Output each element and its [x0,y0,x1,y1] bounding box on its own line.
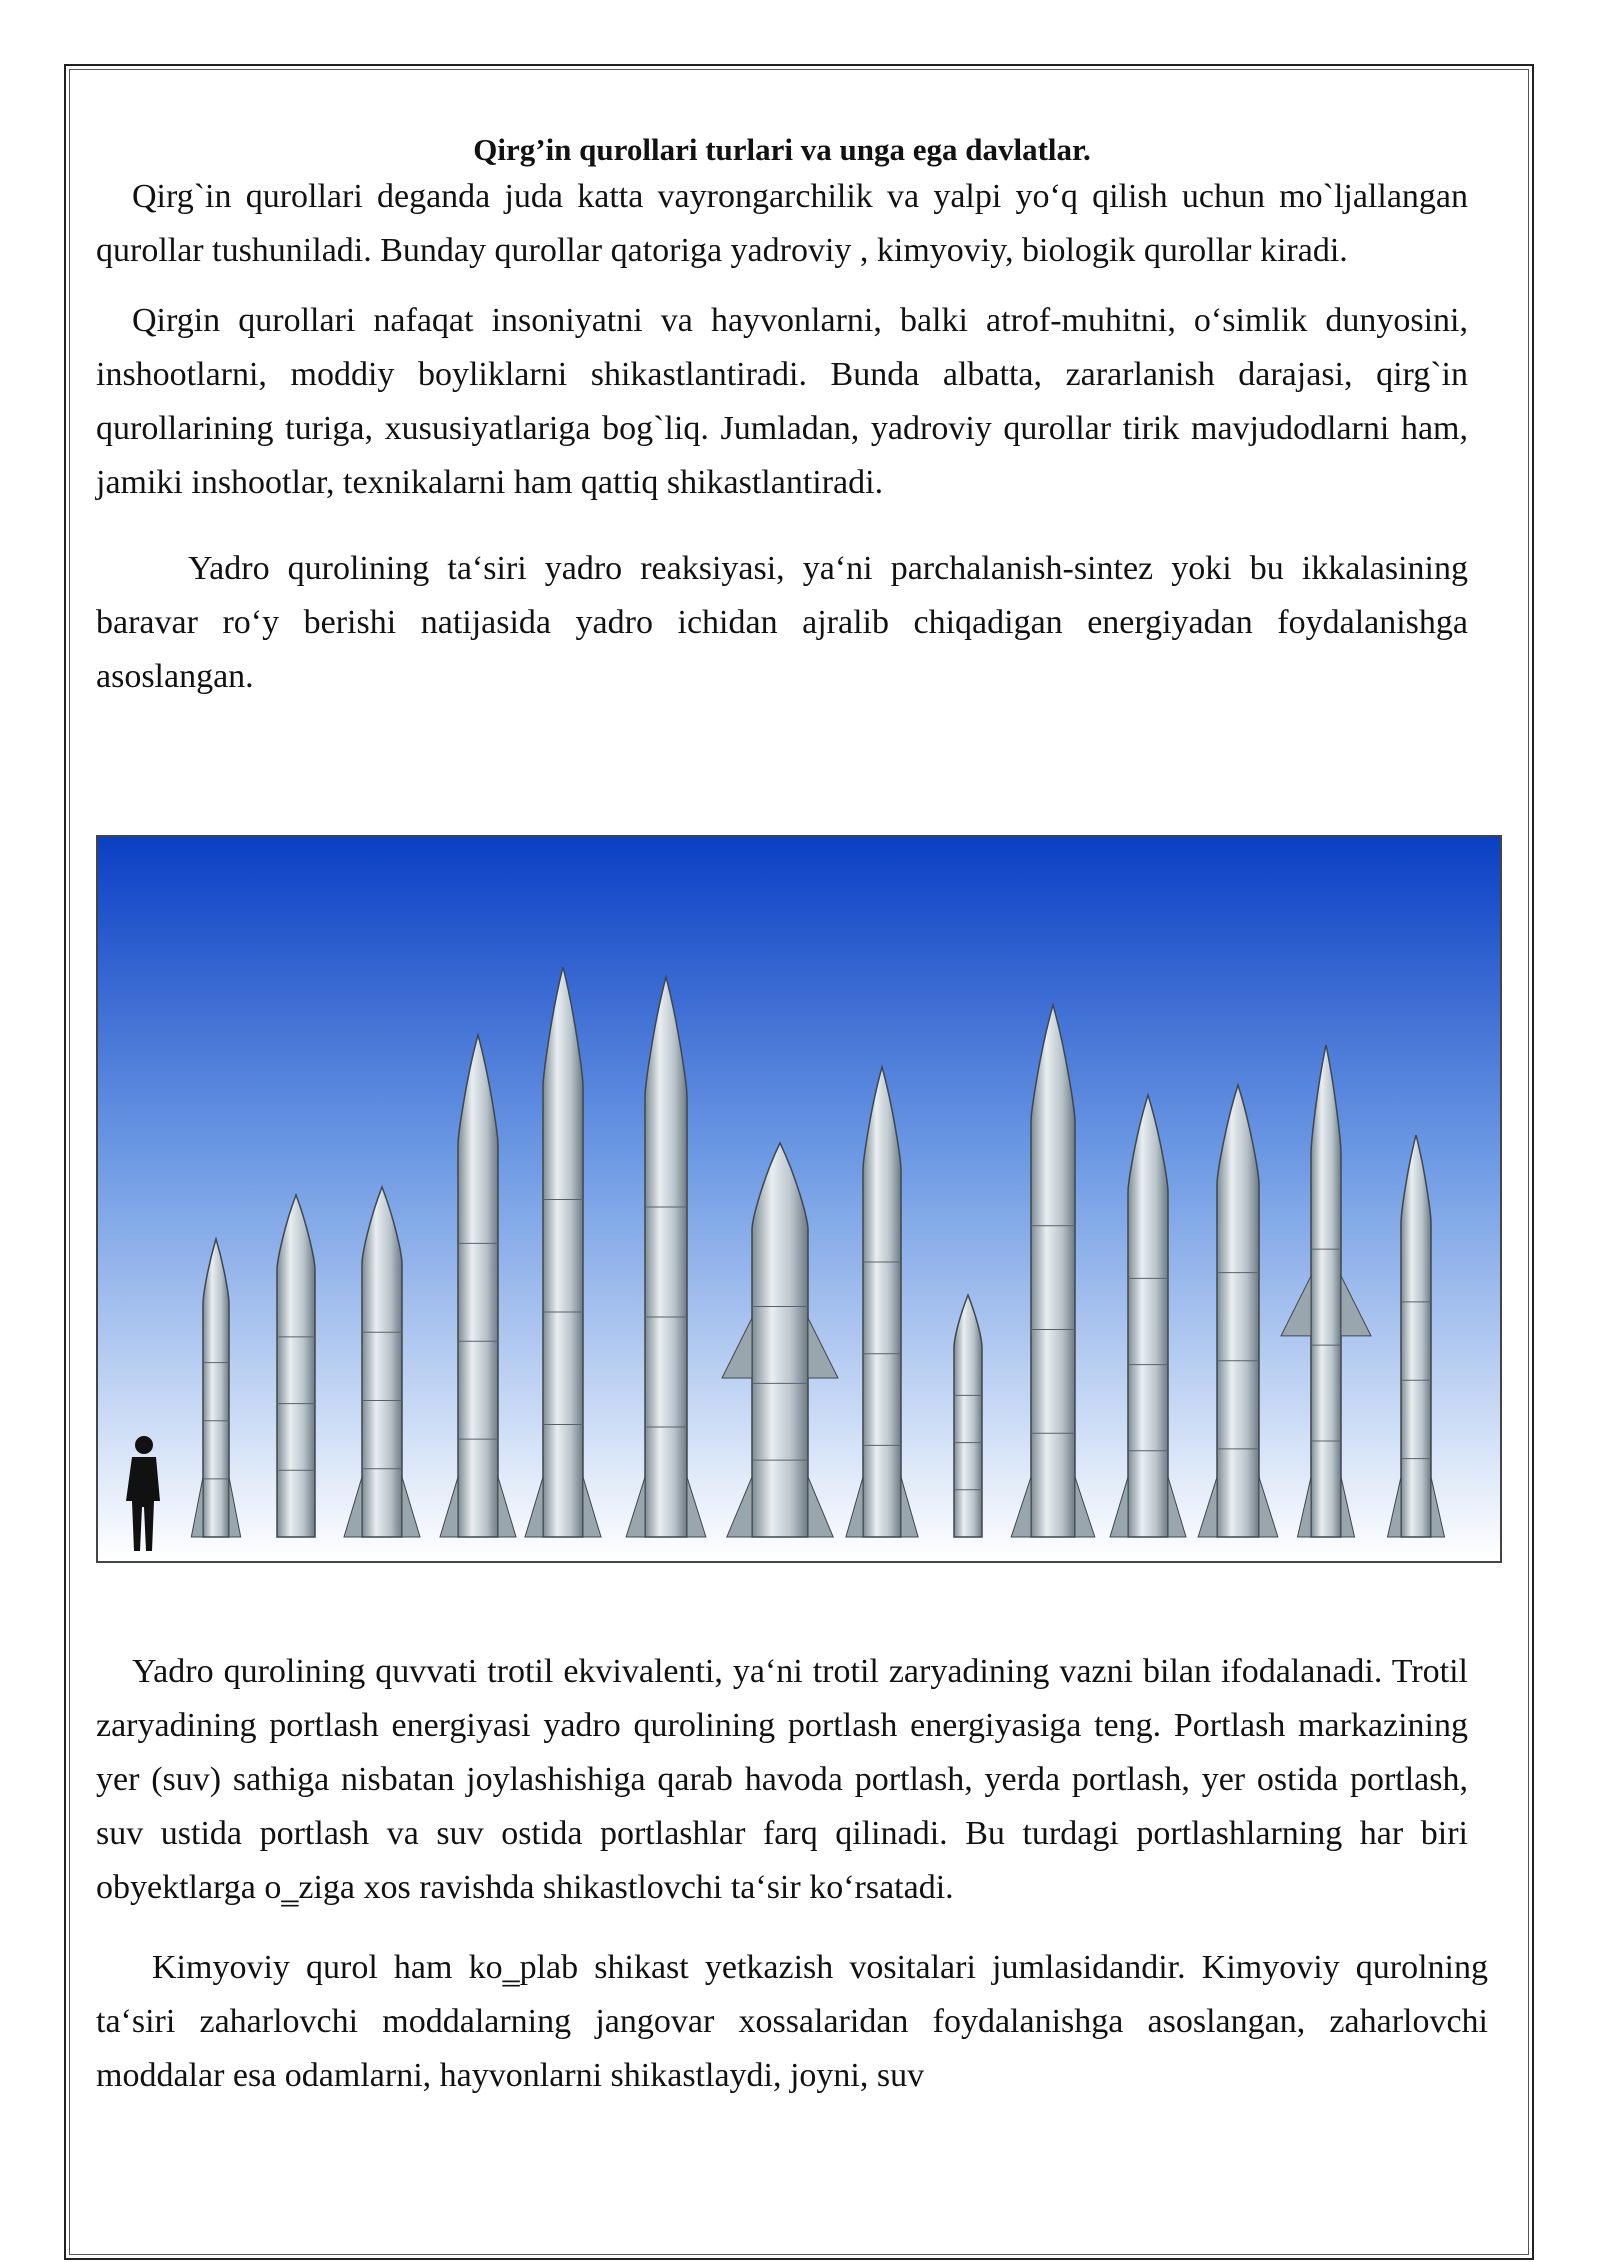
missile-icon [954,1295,982,1537]
paragraph-3: Yadro qurolining ta‘siri yadro reaksiyasi, ya‘ni parchalanish-sintez yoki bu ikkalasining baravar ro‘y berishi natijasida yadro ichidan ajralib chiqadigan energiyadan foydalanishga asoslangan. [96,550,1468,695]
paragraph-2: Qirgin qurollari nafaqat insoniyatni va hayvonlarni, balki atrof-muhitni, o‘simlik dunyosini, inshootlarni, moddiy boyliklarni shikastlantiradi. Bunda albatta, zararlanish darajasi, qirg`in qurollarining turiga, xususiyatlariga bog`liq. Jumladan, yadroviy qurollar tirik mavjudodlarni ham, jamiki inshootlar, texnikalarni ham qattiq shikastlantiradi. [96,302,1468,501]
paragraph-4: Yadro qurolining quvvati trotil ekvivalenti, ya‘ni trotil zaryadining vazni bilan ifodalanadi. Trotil zaryadining portlash energiyasi yadro qurolining portlash energiyasiga teng. Portlash markazining yer (suv) sathiga nisbatan joylashishiga qarab havoda portlash, yerda portlash, yer ostida portlash, suv ustida portlash va suv ostida portlashlar farq qilinadi. Bu turdagi portlashlarning har biri obyektlarga o‗ziga xos ravishda shikastlovchi ta‘sir ko‘rsatadi. [96,1653,1468,1906]
missiles-illustration [96,835,1502,1563]
missile-icon [277,1195,315,1537]
paragraph-1: Qirg`in qurollari deganda juda katta vayrongarchilik va yalpi yo‘q qilish uchun mo`ljallangan qurollar tushuniladi. Bunday qurollar qatoriga yadroviy , kimyoviy, biologik qurollar kiradi. [96,178,1468,269]
document-title: Qirg’in qurollari turlari va unga ega davlatlar. [473,132,1091,167]
paragraph-5: Kimyoviy qurol ham ko‗plab shikast yetkazish vositalari jumlasidandir. Kimyoviy qurolning ta‘siri zaharlovchi moddalarning jangovar xossalaridan foydalanishga asoslangan, zaharlovchi moddalar esa odamlarni, hayvonlarni shikastlaydi, joyni, suv [96,1949,1488,2094]
document-text-bottom [96,1645,1488,2103]
document-text-top [96,130,1468,704]
missiles-illustration-icon [98,837,1500,1561]
